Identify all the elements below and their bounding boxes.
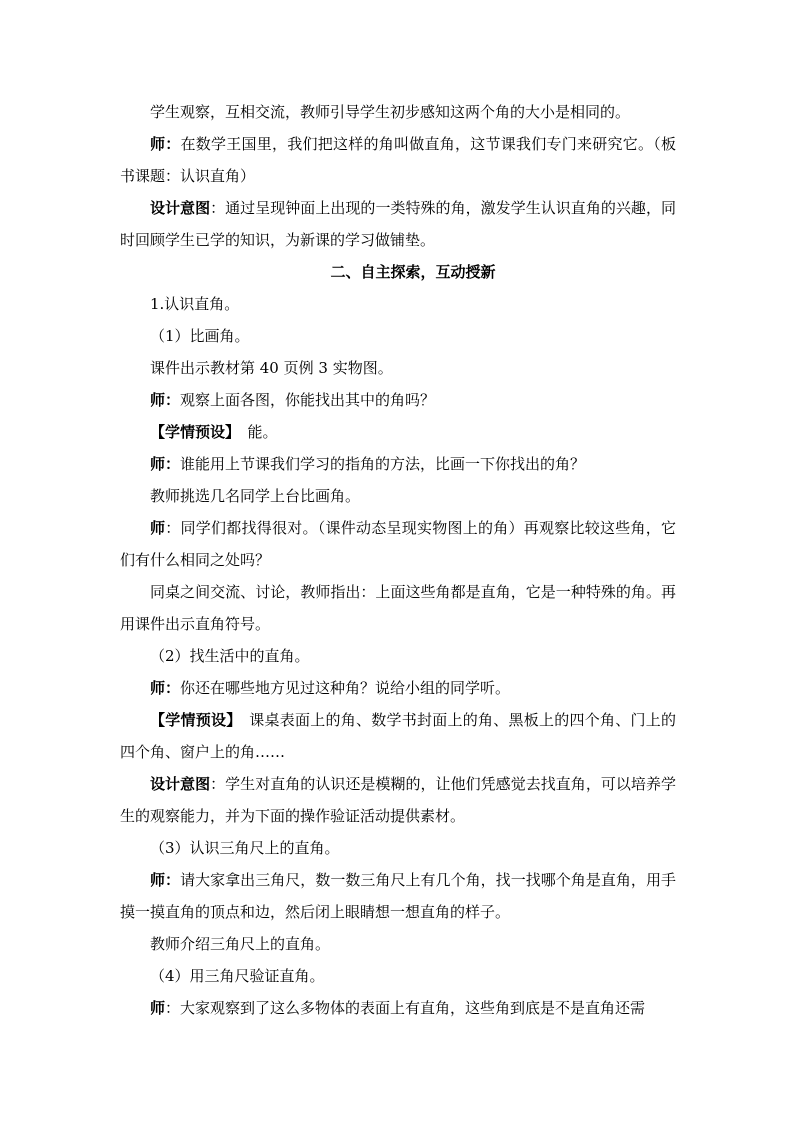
paragraph-substep [120,640,676,672]
paragraph-teacher-question [120,384,676,416]
paragraph-text: ：通过呈现钟面上出现的一类特殊的角，激发学生认识直角的兴趣，同时回顾学生已学的知识，为新课的学习做铺垫。 [120,199,676,249]
paragraph-teacher-question [120,672,676,704]
paragraph-text: 课件出示教材第 40 页例 3 实物图。 [150,359,393,377]
document-body [120,96,676,1024]
paragraph-text: 1.认识直角。 [150,295,240,313]
paragraph-text: 在数学王国里，我们把这样的角叫做直角，这节课我们专门来研究它。（板书课题：认识直角） [120,135,676,185]
speaker-label: 师： [150,391,181,409]
paragraph-substep [120,320,676,352]
paragraph-preset [120,416,676,448]
paragraph-text: 你还在哪些地方见过这种角？说给小组的同学听。 [180,679,511,697]
section-heading: 二、自主探索，互动授新 [330,263,496,281]
paragraph-teacher-intro [120,128,676,192]
paragraph-observation [120,96,676,128]
paragraph-text: 能。 [232,423,278,441]
paragraph-courseware [120,352,676,384]
paragraph-activity [120,480,676,512]
paragraph-step [120,288,676,320]
paragraph-text: 教师介绍三角尺上的直角。 [150,935,331,953]
paragraph-text: 课桌表面上的角、数学书封面上的角、黑板上的四个角、门上的四个角、窗户上的角…… [120,711,676,761]
paragraph-teacher-verify [120,992,676,1024]
paragraph-text: 请大家拿出三角尺，数一数三角尺上有几个角，找一找哪个角是直角，用手摸一摸直角的顶点和边，然后闭上眼睛想一想直角的样子。 [120,871,676,921]
paragraph-design-intent [120,768,676,832]
paragraph-text: （2）找生活中的直角。 [150,647,310,665]
speaker-label: 师： [150,135,181,153]
paragraph-text: 教师挑选几名同学上台比画角。 [150,487,361,505]
speaker-label: 设计意图 [150,199,211,217]
speaker-label: 师： [150,679,181,697]
paragraph-substep [120,832,676,864]
paragraph-teacher-instruction [120,864,676,928]
paragraph-text: ：学生对直角的认识还是模糊的，让他们凭感觉去找直角，可以培养学生的观察能力，并为下面的操作验证活动提供素材。 [120,775,676,825]
speaker-label: 设计意图 [150,775,211,793]
speaker-label: 师： [150,871,181,889]
paragraph-text: 谁能用上节课我们学习的指角的方法，比画一下你找出的角？ [180,455,586,473]
paragraph-teacher-compare [120,512,676,576]
speaker-label: 【学情预设】 [150,711,234,729]
speaker-label: 【学情预设】 [150,423,233,441]
paragraph-discussion [120,576,676,640]
paragraph-text: （3）认识三角尺上的直角。 [150,839,340,857]
paragraph-text: 学生观察，互相交流，教师引导学生初步感知这两个角的大小是相同的。 [150,103,631,121]
paragraph-text: （4）用三角尺验证直角。 [150,967,325,985]
paragraph-substep [120,960,676,992]
paragraph-text: ：大家观察到了这么多物体的表面上有直角，这些角到底是不是直角还需 [165,999,646,1017]
paragraph-activity [120,928,676,960]
paragraph-text: 同桌之间交流、讨论，教师指出：上面这些角都是直角，它是一种特殊的角。再用课件出示直角符号。 [120,583,676,633]
paragraph-text: （1）比画角。 [150,327,250,345]
speaker-label: 师： [150,455,181,473]
paragraph-text: 观察上面各图，你能找出其中的角吗？ [180,391,436,409]
speaker-label: 师 [150,999,166,1017]
paragraph-teacher-question [120,448,676,480]
paragraph-design-intent [120,192,676,256]
speaker-label: 师 [150,519,166,537]
paragraph-preset [120,704,676,768]
paragraph-text: ：同学们都找得很对。（课件动态呈现实物图上的角）再观察比较这些角，它们有什么相同之处吗？ [120,519,676,569]
